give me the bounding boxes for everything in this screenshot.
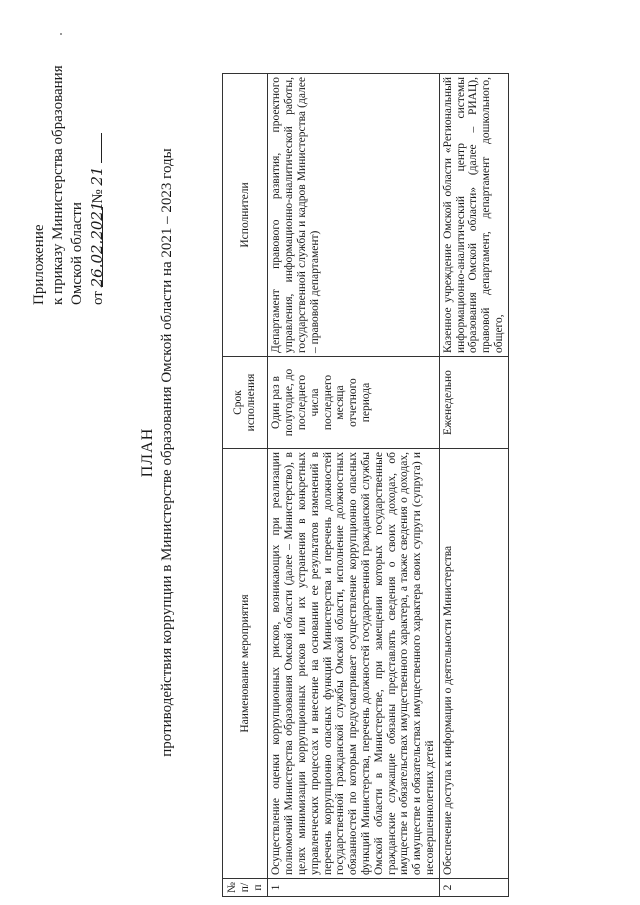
appendix-line: Омской области xyxy=(69,202,85,305)
header-executor: Исполнители xyxy=(223,74,268,357)
appendix-line: к приказу Министерства образования xyxy=(50,65,66,305)
row-term: Один раз в полугодие, до последнего числа последнего месяца отчетного периода xyxy=(268,357,439,449)
handwritten-date: 26.02.2021 xyxy=(88,201,106,288)
row-executor: Казенное учреждение Омской области «Региональный информационно-аналитический центр системы образования Омской области» (далее – РИАЦ), правовой департамент, департамент дошкольного, общего, xyxy=(439,74,508,357)
row-name: Осуществление оценки коррупционных рисков, возникающих при реализации полномочий Министерства образования Омской области (далее – Министерство), в целях минимизации коррупционных рисков или их устранения в конкретных управленческих процессах и внесение на основании ее результатов изменений в перечень коррупционно опасных функций Министерства и перечень должностей государственной гражданской службы Омской области, исполнение должностных обязанностей по которым предусматривает осуществление коррупционно опасных функций Министерства, перечень должностей государственной гражданской службы Омской области в Министерстве, при замещении которых государственные гражданские служащие обязаны представлять сведения о своих доходах, об имуществе и обязательствах имущественного характера, а также сведения о доходах, об имуществе и обязательствах имущественного характера своих супруги (супруга) и несовершеннолетних детей xyxy=(268,449,439,879)
plan-subtitle: противодействия коррупции в Министерстве образования Омской области на 2021 – 2023 годы xyxy=(159,148,175,757)
scan-speck xyxy=(60,33,62,35)
date-signature-line xyxy=(88,201,106,288)
table-header-row xyxy=(223,74,268,897)
row-term: Еженедельно xyxy=(439,357,508,449)
row-name: Обеспечение доступа к информации о деятельности Министерства xyxy=(439,449,508,879)
plan-title: ПЛАН xyxy=(139,427,156,478)
row-num: 2 xyxy=(439,879,508,897)
appendix-block xyxy=(30,35,108,305)
appendix-date-line xyxy=(87,35,108,305)
number-prefix: № xyxy=(90,189,106,204)
appendix-line: Приложение xyxy=(31,224,47,305)
date-prefix: от xyxy=(90,291,106,305)
header-term: Срок исполнения xyxy=(223,357,268,449)
row-num: 1 xyxy=(268,879,439,897)
table-row xyxy=(268,74,439,897)
header-name: Наименование мероприятия xyxy=(223,449,268,879)
plan-table xyxy=(222,73,509,897)
table-row xyxy=(439,74,508,897)
document-heading xyxy=(138,0,177,905)
handwritten-number: 21 xyxy=(88,166,106,186)
number-line xyxy=(87,133,102,163)
row-executor: Департамент правового развития, проектного управления, информационно-аналитической работы, государственной службы и кадров Министерства (далее – правовой департамент) xyxy=(268,74,439,357)
header-num: № п/п xyxy=(223,879,268,897)
